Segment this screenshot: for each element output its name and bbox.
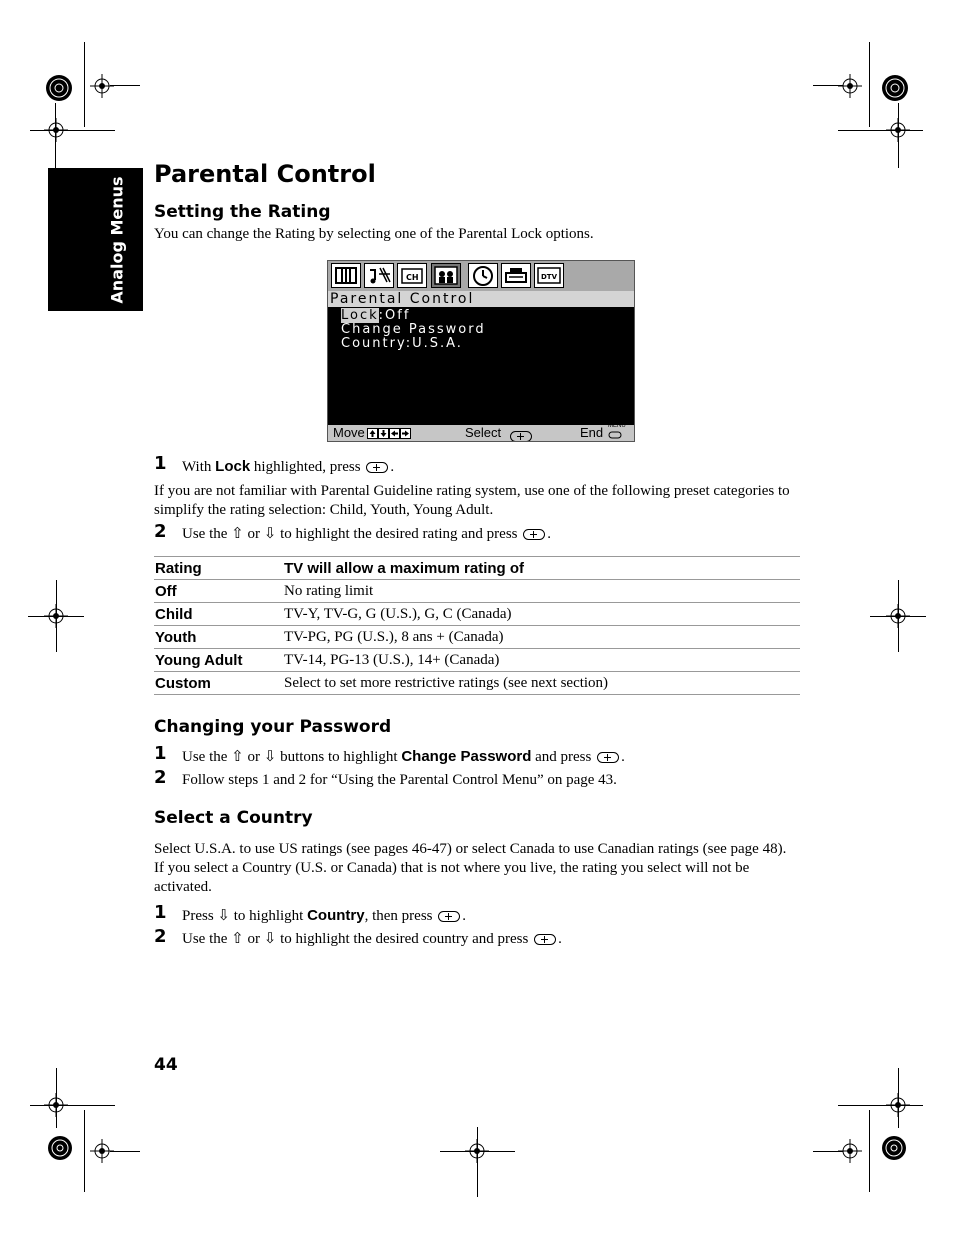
tv-footer-end: End	[580, 425, 604, 440]
tv-menu-screenshot	[327, 260, 635, 442]
crosshair-icon	[838, 74, 862, 98]
channel-icon	[397, 263, 427, 288]
rating-table	[154, 556, 800, 695]
tv-footer	[328, 425, 634, 441]
tv-footer-select: Select	[465, 425, 502, 440]
tv-menu-title: Parental Control	[328, 291, 634, 307]
table-header-cell: Rating	[154, 557, 283, 580]
svg-text:CH: CH	[406, 273, 419, 282]
step-number: 1	[154, 743, 167, 764]
picture-icon	[331, 263, 361, 288]
side-tab	[48, 168, 143, 311]
page-number: 44	[154, 1055, 178, 1075]
parental-icon	[431, 263, 461, 288]
dtv-icon	[534, 263, 564, 288]
step-number: 2	[154, 521, 167, 542]
country-paragraph: Select U.S.A. to use US ratings (see pages 46-47) or select Canada to use Canadian ratings (see page 48). If you select a Country (U.S. or Canada) that is not where you live, the rating you select will not be activated.	[154, 841, 787, 895]
step-text: Follow steps 1 and 2 for “Using the Parental Control Menu” on page 43.	[182, 772, 617, 788]
crosshair-icon	[44, 118, 68, 142]
step-number: 2	[154, 767, 167, 788]
preset-paragraph: If you are not familiar with Parental Guideline rating system, use one of the following preset categories to simplify the rating selection: Child, Youth, Young Adult.	[154, 483, 790, 518]
tv-menu-lock-label: Lock	[341, 308, 379, 323]
tv-menu-item-lock	[341, 309, 486, 323]
table-row	[154, 649, 800, 672]
down-arrow-icon: ⇩	[263, 749, 277, 765]
setup-icon	[501, 263, 531, 288]
registration-target-icon	[880, 1134, 908, 1162]
registration-target-icon	[880, 73, 910, 103]
table-cell-description: TV-14, PG-13 (U.S.), 14+ (Canada)	[283, 649, 800, 672]
tv-menu-item-change-password: Change Password	[341, 322, 486, 337]
tv-menu-item-country: Country:U.S.A.	[341, 336, 463, 351]
step-number: 2	[154, 926, 167, 947]
tv-footer-move: Move	[333, 425, 365, 440]
table-cell-rating: Youth	[154, 626, 283, 649]
side-tab-label: Analog Menus	[107, 176, 127, 304]
timer-icon	[468, 263, 498, 288]
step-number: 1	[154, 902, 167, 923]
menu-key-icon	[608, 431, 622, 439]
table-row	[154, 603, 800, 626]
section-heading-changing-password: Changing your Password	[154, 717, 392, 737]
enter-button-icon	[534, 934, 556, 945]
table-cell-rating: Child	[154, 603, 283, 626]
table-cell-description: Select to set more restrictive ratings (see next section)	[283, 672, 800, 695]
table-header-row	[154, 557, 800, 580]
enter-button-icon	[438, 911, 460, 922]
tv-footer-menu-key: MENU	[608, 423, 626, 429]
table-cell-description: No rating limit	[283, 580, 800, 603]
enter-button-icon	[366, 462, 388, 473]
page-title: Parental Control	[154, 160, 376, 188]
section-heading-select-country: Select a Country	[154, 808, 313, 828]
step-text: Use the ⇧ or ⇩ to highlight the desired rating and press .	[182, 526, 552, 542]
table-row	[154, 626, 800, 649]
enter-button-icon	[523, 529, 545, 540]
step-text: Use the ⇧ or ⇩ to highlight the desired country and press .	[182, 931, 562, 947]
down-arrow-icon: ⇩	[263, 931, 277, 947]
down-arrow-icon: ⇩	[263, 526, 277, 542]
registration-target-icon	[46, 1134, 74, 1162]
table-cell-description: TV-Y, TV-G, G (U.S.), G, C (Canada)	[283, 603, 800, 626]
up-arrow-icon: ⇧	[231, 931, 244, 947]
registration-target-icon	[44, 73, 74, 103]
enter-button-icon	[510, 431, 532, 442]
table-cell-rating: Young Adult	[154, 649, 283, 672]
svg-text:DTV: DTV	[541, 273, 558, 281]
table-cell-description: TV-PG, PG (U.S.), 8 ans + (Canada)	[283, 626, 800, 649]
section-heading-setting-rating: Setting the Rating	[154, 202, 331, 222]
step-text: Press ⇩ to highlight Country, then press .	[182, 907, 466, 924]
tv-menu-items	[341, 309, 486, 351]
table-row	[154, 672, 800, 695]
tv-menu-lock-value: :Off	[378, 308, 411, 323]
step-text: Use the ⇧ or ⇩ buttons to highlight Change Password and press .	[182, 748, 625, 765]
table-header-cell: TV will allow a maximum rating of	[283, 557, 800, 580]
tv-icon-bar	[328, 261, 634, 291]
step-number: 1	[154, 453, 167, 474]
table-row	[154, 580, 800, 603]
sound-icon	[364, 263, 394, 288]
section-intro: You can change the Rating by selecting one of the Parental Lock options.	[154, 226, 594, 242]
arrow-keys-icon	[367, 428, 413, 439]
enter-button-icon	[597, 752, 619, 763]
table-cell-rating: Custom	[154, 672, 283, 695]
up-arrow-icon: ⇧	[231, 526, 244, 542]
step-text: With Lock highlighted, press .	[182, 458, 395, 475]
crosshair-icon	[90, 74, 114, 98]
table-cell-rating: Off	[154, 580, 283, 603]
down-arrow-icon: ⇩	[217, 908, 230, 924]
up-arrow-icon: ⇧	[231, 749, 244, 765]
